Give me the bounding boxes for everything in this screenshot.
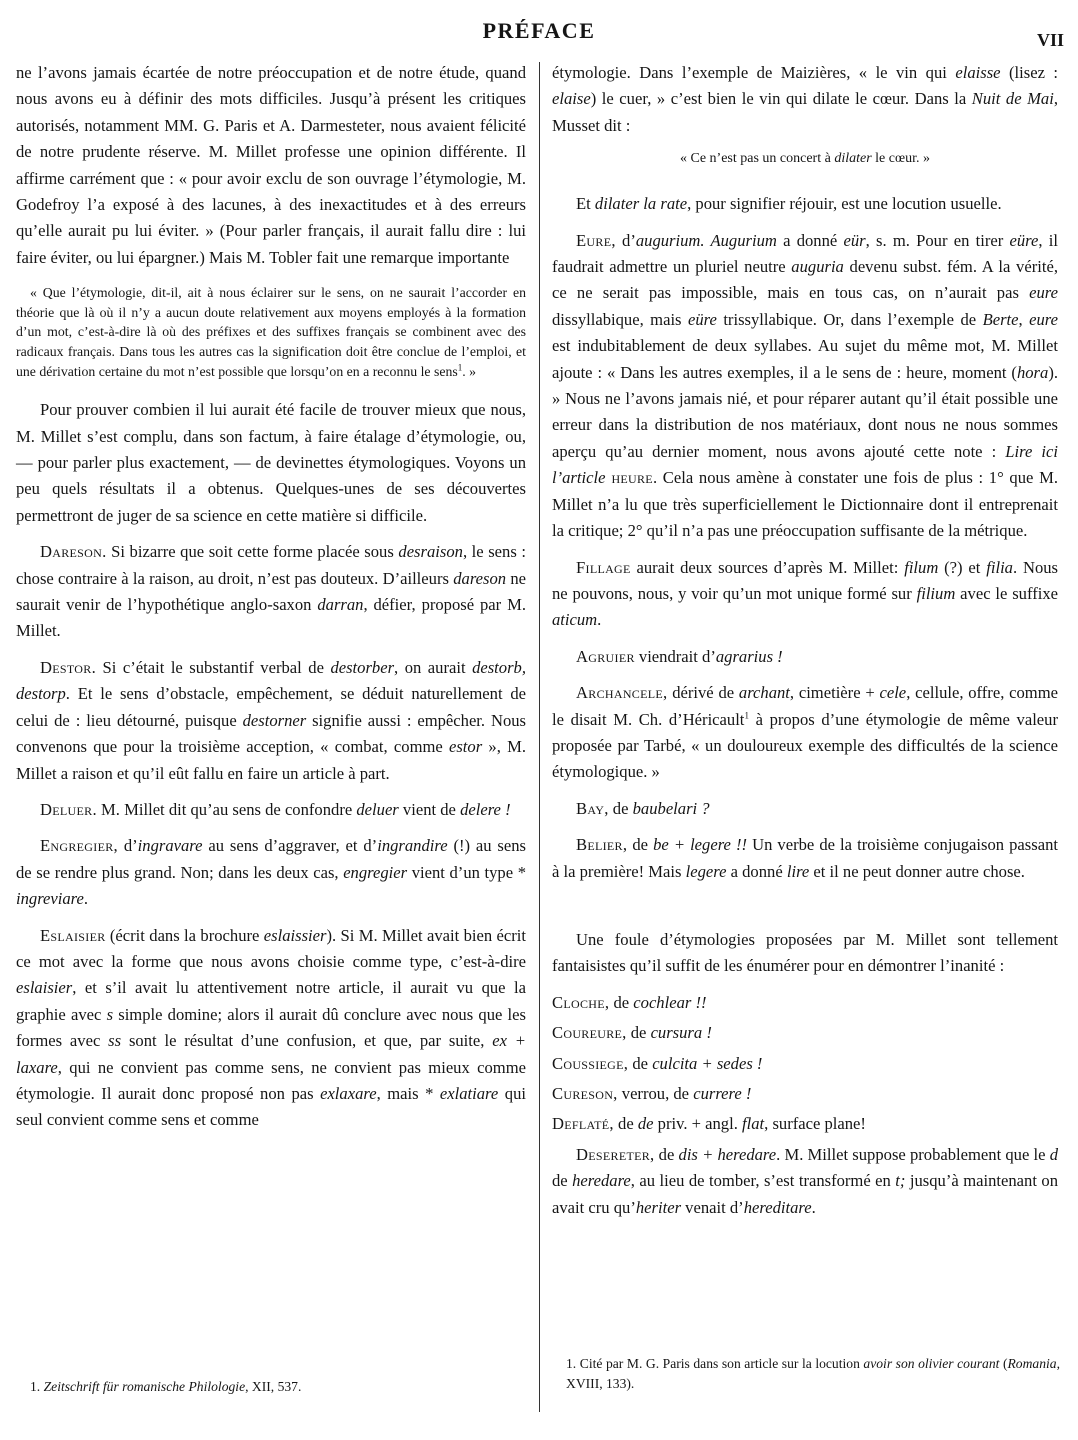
footnote-ref: 1 <box>744 710 749 720</box>
footnote-ref: 1 <box>457 362 463 373</box>
left-column <box>16 60 526 1144</box>
entry-deluer: Deluer. M. Millet dit qu’au sens de confondre deluer vient de delere ! <box>40 799 511 819</box>
entry-coussiege: Coussiege, de culcita + sedes ! <box>552 1053 763 1073</box>
entry-desereter: Desereter, de dis + heredare. M. Millet suppose probablement que le d de heredare, au lieu de tomber, s’est transformé en t; jusqu’à maintenant on avait cru qu’heriter venait d’hereditare. <box>552 1144 1058 1217</box>
footnote-right: 1. Cité par M. G. Paris dans son article sur la locution avoir son olivier courant (Romania, XVIII, 133). <box>566 1356 1060 1391</box>
entry-head: Eslaisier <box>40 925 106 945</box>
paragraph-millet-factum: Pour prouver combien il lui aurait été facile de trouver mieux que nous, M. Millet s’est complu, dans son factum, à faire étalage d’étymologie, ou, — pour parler plus exactement, — de devinettes étymologiques. Voyons un peu quels résultats il a obtenus. Quelques-unes de ses découvertes permettront de juger de sa science en cette matière si difficile. <box>16 400 526 525</box>
entry-agruier: Agruier viendrait d’agrarius ! <box>576 646 783 666</box>
entry-head: Coureure, <box>552 1023 627 1043</box>
paragraph-dilater: Et dilater la rate, pour signifier réjouir, est une locution usuelle. <box>576 194 1002 214</box>
entry-head: Deflaté, <box>552 1114 614 1134</box>
page-title: PRÉFACE <box>482 18 596 43</box>
entry-head: Agruier <box>576 646 635 666</box>
entry-coureure: Coureure, de cursura ! <box>552 1023 712 1043</box>
entry-archancele: Archancele, dérivé de archant, cimetière + cele, cellule, offre, comme le disait M. Ch. d’Héricault$^1$ à propos d’une étymologie de même valeur proposée par Tarbé, « un douloureux exemple des difficultés de la science étymologique. » <box>552 683 1058 782</box>
page-number: VII <box>1036 30 1064 50</box>
section-gap <box>552 895 1058 927</box>
column-divider <box>539 62 540 1412</box>
entry-head: Cloche, <box>552 992 610 1012</box>
entry-head: Archancele, <box>576 683 668 703</box>
paragraph-opening: ne l’avons jamais écartée de notre préoccupation et de notre étude, quand nous avons eu à définir des mots difficiles. Jusqu’à présent les critiques autorisés, notamment MM. G. Paris et A. Darmesteter, nous avaient félicité de notre prudente réserve. M. Millet professe une opinion différente. Il affirme carrément que : « pour avoir exclu de son ouvrage l’étymologie, M. Godefroy l’a exposé à des lacunes, à des inexactitudes et à des erreurs qu’elle aurait pu lui éviter. » (Pour parler français, il aurait fallu dire : lui faire éviter, ou lui épargner.) Mais M. Tobler fait une remarque importante <box>16 63 526 267</box>
entry-cureson: Cureson, verrou, de currere ! <box>552 1084 752 1103</box>
entry-deflate: Deflaté, de de priv. + angl. flat, surface plane! <box>552 1114 866 1134</box>
entry-head: Fillage <box>576 557 631 577</box>
entry-head: Eure, <box>576 230 616 250</box>
entry-dareson: Dareson. Si bizarre que soit cette forme placée sous desraison, le sens : chose contraire à la raison, au droit, n’est pas douteux. D’ailleurs dareson ne saurait venir de l’hypothétique anglo-saxon darran, défier, proposé par M. Millet. <box>16 542 527 641</box>
entry-belier: Belier, de be + legere !! Un verbe de la troisième conjugaison passant à la première! Mais legere a donné lire et il ne peut donner autre chose. <box>552 835 1058 881</box>
musset-quote: « Ce n’est pas un concert à dilater le cœur. » <box>679 151 930 167</box>
entry-head: Dareson. <box>40 542 107 562</box>
paragraph-continuation: étymologie. Dans l’exemple de Maizières, « le vin qui elaisse (lisez : elaise) le cuer, » c’est bien le vin qui dilate le cœur. Dans la Nuit de Mai, Musset dit : <box>552 63 1059 135</box>
entry-destor: Destor. Si c’était le substantif verbal de destorber, on aurait destorb, destorp. Et le sens d’obstacle, empêchement, se déduit naturellement de celui de : lieu détourné, puisque destorner signifie aussi : empêcher. Nous convenons que pour la troisième acception, « combat, comme estor », M. Millet a raison et qu’il eût fallu en faire un article à part. <box>16 657 526 783</box>
entry-head: Engregier, <box>40 836 118 856</box>
entry-head: Bay, <box>576 798 609 818</box>
entry-head: Belier, <box>576 835 628 855</box>
entry-head: Destor. <box>40 657 97 677</box>
entry-head: Cureson, <box>552 1084 618 1103</box>
tobler-quote: « Que l’étymologie, dit-il, ait à nous éclairer sur le sens, on ne saurait l’accorder en théorie que là où il n’y a aucun doute relativement aux moyens employés à la formation d’un mot, c’est-à-dire là où des préfixes et des suffixes français se combinent avec des radicaux français. Dans tous les autres cas la signification doit être conclue de l’emploi, et une dérivation certaine du mot n’est possible que lorsqu’on en a reconnu le sens$^1$. » <box>16 285 526 379</box>
paragraph-foule: Une foule d’étymologies proposées par M. Millet sont tellement fantaisistes qu’il suffit de les énumérer pour en démontrer l’inanité : <box>552 929 1058 976</box>
entry-bay: Bay, de baubelari ? <box>576 798 710 818</box>
entry-eslaisier: Eslaisier (écrit dans la brochure eslaissier). Si M. Millet avait bien écrit ce mot avec la forme que nous avons choisie comme type, c’est-à-dire eslaisier, et s’il avait lu attentivement notre article, il aurait vu que la graphie avec s simple domine; alors il aurait dû conclure avec nous que les formes avec ss sont le résultat d’une confusion, et que, par suite, ex + laxare, qui ne convient pas comme sens, ne convient pas mieux comme étymologie. Il aurait donc proposé non pas exlaxare, mais * exlatiare qui seul convient comme sens et comme <box>16 925 526 1130</box>
entry-head: Desereter, <box>576 1144 655 1164</box>
entry-head: Deluer. <box>40 799 97 819</box>
entry-eure: Eure, d’augurium. Augurium a donné eür, s. m. Pour en tirer eüre, il faudrait admettre un pluriel neutre auguria devenu subst. fém. A la vérité, ce ne serait pas impossible, mais en tous cas, on n’aurait pas eure dissyllabique, mais eüre trissyllabique. Or, dans l’exemple de Berte, eure est indubitablement de deux syllabes. Au sujet du même mot, M. Millet ajoute : « Dans les autres exemples, il a le sens de : heure, moment (hora). » Nous ne l’avons jamais nié, et pour réparer autant qu’il était possible une erreur dans la distribution de nos matériaux, dont nous ne nous sommes aperçu qu’au dernier moment, nous avons ajouté cette note : Lire ici l’article heure. Cela nous amène à constater une fois de plus : 1° que M. Millet n’a lu que très superficiellement le Dictionnaire dont il entreprenait la critique; 2° qu’il n’a pas une préoccupation suffisante de la métrique. <box>552 230 1058 541</box>
entry-cloche: Cloche, de cochlear !! <box>552 992 707 1012</box>
entry-fillage: Fillage aurait deux sources d’après M. Millet: filum (?) et filia. Nous ne pouvons, nous, y voir qu’un mot unique formé sur filium avec le suffixe aticum. <box>552 557 1059 630</box>
right-column <box>552 60 1058 1231</box>
entry-head: Coussiege, <box>552 1053 629 1073</box>
entry-engregier: Engregier, d’ingravare au sens d’aggraver, et d’ingrandire (!) au sens de se rendre plus grand. Non; dans les deux cas, engregier vient d’un type * ingreviare. <box>16 836 526 909</box>
footnote-left: 1. Zeitschrift für romanische Philologie, XII, 537. <box>30 1379 302 1394</box>
